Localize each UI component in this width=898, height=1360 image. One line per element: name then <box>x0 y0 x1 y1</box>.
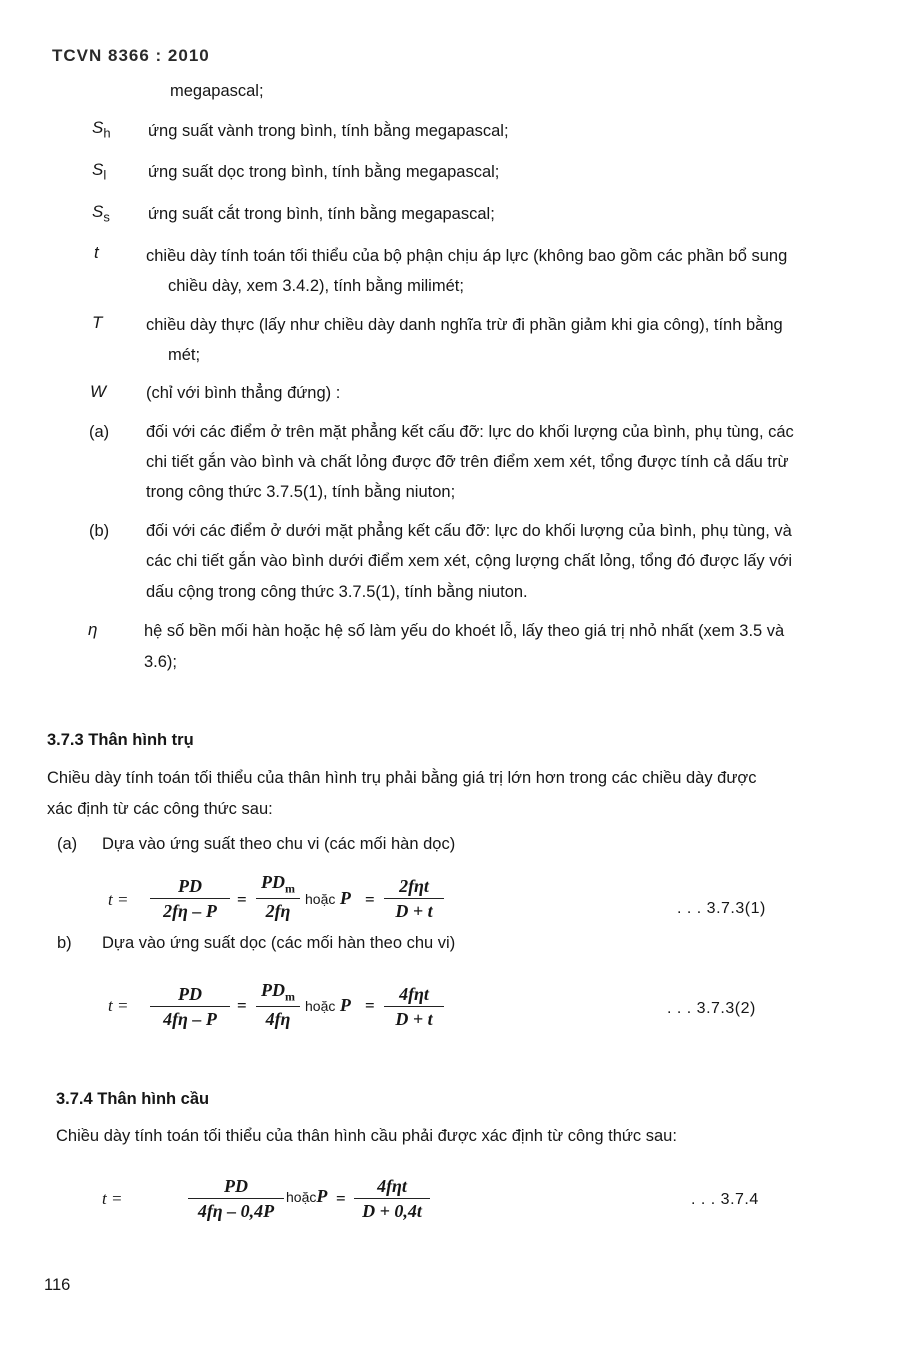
eq2-lhs: t = <box>108 996 129 1015</box>
section-heading-374: 3.7.4 Thân hình cầu <box>56 1090 210 1108</box>
eq3-equals: = <box>336 1189 346 1208</box>
item-a-line1: đối với các điểm ở trên mặt phẳng kết cấu đỡ: lực do khối lượng của bình, phụ tùng, các <box>146 423 794 441</box>
definition-t-line2: chiều dày, xem 3.4.2), tính bằng milimét; <box>168 277 464 295</box>
document-header: TCVN 8366 : 2010 <box>52 46 210 65</box>
item-a-line2: chi tiết gắn vào bình và chất lỏng được đỡ trên điểm xem xét, tổng được tính cả dấu trừ <box>146 453 789 471</box>
section-373-para-line2: xác định từ các công thức sau: <box>47 800 273 818</box>
section-374-para: Chiều dày tính toán tối thiểu của thân hình cầu phải được xác định từ công thức sau: <box>56 1127 677 1145</box>
eq3-or: hoặcP <box>286 1186 328 1206</box>
eq2-fraction-3: 4fηt D + t <box>384 984 444 1030</box>
definition-sl: ứng suất dọc trong bình, tính bằng megapascal; <box>148 163 500 181</box>
item-a-line3: trong công thức 3.7.5(1), tính bằng niuton; <box>146 483 456 501</box>
eq3-number: . . . 3.7.4 <box>691 1191 759 1208</box>
eq2-equals: = <box>237 996 247 1015</box>
item-b-label: (b) <box>89 522 110 540</box>
page-number: 116 <box>44 1276 71 1294</box>
eq1-or: hoặc P <box>305 888 351 908</box>
eq1-fraction-2: $PD_m$ 2fη <box>256 872 300 922</box>
definition-eta-line1: hệ số bền mối hàn hoặc hệ số làm yếu do khoét lỗ, lấy theo giá trị nhỏ nhất (xem 3.5 và <box>144 622 785 640</box>
eq3-lhs: t = <box>102 1189 123 1208</box>
definition-W: (chỉ với bình thẳng đứng) : <box>146 384 341 402</box>
eq2-number: . . . 3.7.3(2) <box>667 1000 756 1017</box>
case-a-label: (a) <box>57 835 78 853</box>
case-a-text: Dựa vào ứng suất theo chu vi (các mối hàn dọc) <box>102 835 456 853</box>
symbol-ss: $S_s$ <box>92 202 110 225</box>
eq1-equals-2: = <box>365 890 375 909</box>
eq1-fraction-3: 2fηt D + t <box>384 876 444 922</box>
case-b-text: Dựa vào ứng suất dọc (các mối hàn theo chu vi) <box>102 934 456 952</box>
definition-T-line2: mét; <box>168 346 201 364</box>
eq2-fraction-1: $\frac{PD}{4f\eta - P}$ <box>150 984 230 1030</box>
eq3-fraction-1: $\frac{PD}{4f\eta - 0,4P}$ <box>188 1176 284 1222</box>
symbol-sh: $S_h$ <box>92 118 111 141</box>
case-b-label: b) <box>57 934 72 952</box>
eq2-equals-2: = <box>365 996 375 1015</box>
definition-continuation: megapascal; <box>170 82 264 100</box>
symbol-eta: η <box>88 620 98 639</box>
eq1-lhs: t = <box>108 890 129 909</box>
symbol-W: W <box>90 382 107 401</box>
item-b-line3: dấu cộng trong công thức 3.7.5(1), tính bằng niuton. <box>146 583 528 601</box>
item-a-label: (a) <box>89 423 110 441</box>
eq1-number: . . . 3.7.3(1) <box>677 900 766 917</box>
eq2-fraction-2: $PD_m$ 4fη <box>256 980 300 1030</box>
symbol-sl: $S_l$ <box>92 160 107 183</box>
eq1-fraction-1: $\frac{PD}{2f\eta - P}$ <box>150 876 230 922</box>
section-heading-373: 3.7.3 Thân hình trụ <box>47 731 194 749</box>
definition-t-line1: chiều dày tính toán tối thiểu của bộ phận chịu áp lực (không bao gồm các phần bổ sung <box>146 247 788 265</box>
section-373-para-line1: Chiều dày tính toán tối thiểu của thân hình trụ phải bằng giá trị lớn hơn trong các chiều dày được <box>47 769 757 787</box>
item-b-line2: các chi tiết gắn vào bình dưới điểm xem xét, cộng lượng chất lỏng, tổng đó được lấy với <box>146 552 792 570</box>
eq2-or: hoặc P <box>305 995 351 1015</box>
symbol-t: t <box>94 243 99 262</box>
definition-sh: ứng suất vành trong bình, tính bằng megapascal; <box>148 122 509 140</box>
item-b-line1: đối với các điểm ở dưới mặt phẳng kết cấu đỡ: lực do khối lượng của bình, phụ tùng, và <box>146 522 792 540</box>
definition-T-line1: chiều dày thực (lấy như chiều dày danh nghĩa trừ đi phần giảm khi gia công), tính bằng <box>146 316 783 334</box>
definition-ss: ứng suất cắt trong bình, tính bằng megapascal; <box>148 205 495 223</box>
symbol-T: T <box>92 313 103 332</box>
eq3-fraction-2: 4fηt D + 0,4t <box>354 1176 430 1222</box>
definition-eta-line2: 3.6); <box>144 653 178 671</box>
eq1-equals: = <box>237 890 247 909</box>
